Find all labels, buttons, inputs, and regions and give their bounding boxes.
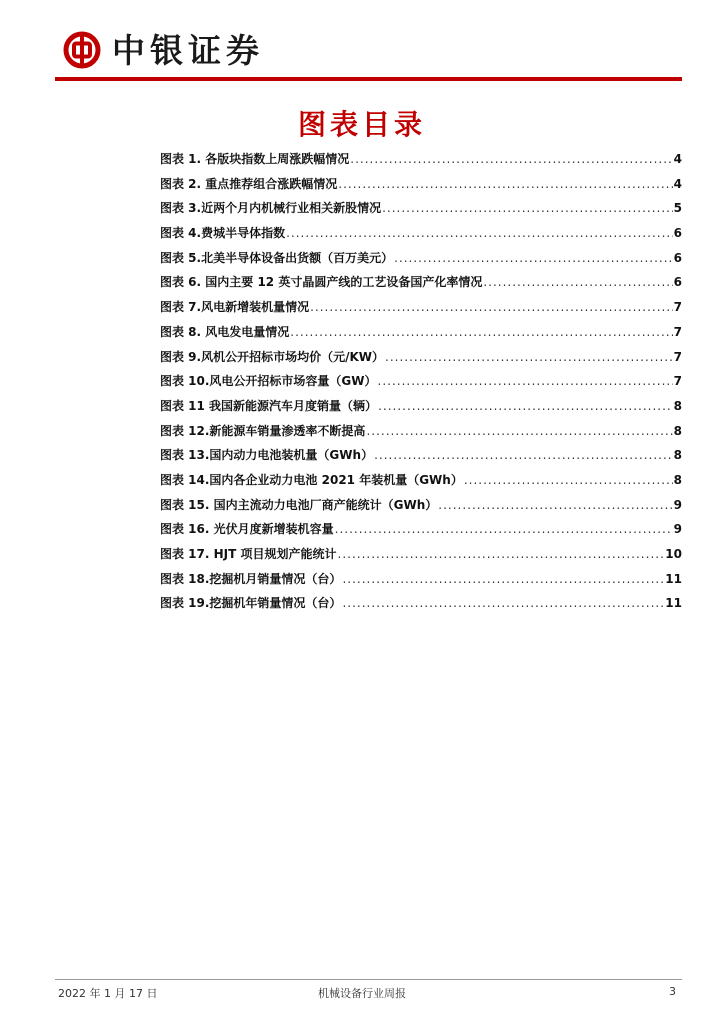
toc-entry-page: 7 [673,324,682,339]
toc-dot-leader [378,399,673,413]
toc-entry-page: 8 [673,398,682,413]
toc-entry-label: 图表 1. 各版块指数上周涨跌幅情况 [160,152,350,166]
toc-entry-label: 图表 18.挖掘机月销量情况（台） [160,571,342,586]
toc-entry-page: 8 [673,423,682,438]
toc-entry[interactable] [160,520,682,545]
toc-dot-leader [366,424,672,438]
toc-entry[interactable] [160,594,682,619]
toc-entry-page: 8 [673,472,682,487]
toc-entry[interactable] [160,224,682,249]
toc-dot-leader [385,350,673,364]
toc-entry[interactable] [160,397,682,422]
toc-entry-label: 图表 3.近两个月内机械行业相关新股情况 [160,201,382,216]
toc-entry[interactable] [160,175,682,200]
toc-entry-label: 图表 14.国内各企业动力电池 2021 年装机量（GWh） [160,472,463,487]
toc-entry-label: 图表 5.北美半导体设备出货额（百万美元） [160,250,394,265]
toc-entry[interactable] [160,446,682,471]
toc-entry-page: 4 [673,176,682,191]
toc-dot-leader [342,572,664,586]
toc-dot-leader [394,251,673,265]
footer-date: 2022 年 1 月 17 日 [58,987,158,1000]
toc-entry[interactable] [160,372,682,397]
toc-dot-leader [378,374,673,388]
toc-entry-label: 图表 10.风电公开招标市场容量（GW） [160,374,377,389]
brand-name: 中银证券 [112,31,264,70]
toc-entry[interactable] [160,298,682,323]
toc-entry-label: 图表 19.挖掘机年销量情况（台） [160,596,342,611]
toc-dot-leader [310,300,673,314]
toc-entry[interactable] [160,323,682,348]
toc-entry[interactable] [160,249,682,274]
footer-divider [55,979,682,980]
toc-entry-page: 7 [673,349,682,364]
toc-entry-page: 7 [673,300,682,315]
toc-dot-leader [438,498,672,512]
footer-report-title: 机械设备行业周报 [318,987,406,1000]
page-title: 图表目录 [297,108,426,141]
toc-entry-page: 4 [673,152,682,166]
toc-entry-label: 图表 15. 国内主流动力电池厂商产能统计（GWh） [160,497,438,512]
toc-entry-label: 图表 6. 国内主要 12 英寸晶圆产线的工艺设备国产化率情况 [160,275,483,290]
toc-entry[interactable] [160,496,682,521]
toc-dot-leader [374,448,673,462]
toc-dot-leader [350,152,672,166]
toc-entry-page: 9 [673,497,682,512]
toc-dot-leader [382,201,673,215]
toc-entry-label: 图表 7.风电新增装机量情况 [160,300,310,315]
toc-entry[interactable] [160,422,682,447]
toc-dot-leader [338,547,665,561]
toc-dot-leader [464,473,673,487]
toc-entry[interactable] [160,471,682,496]
toc-entry-label: 图表 4.费城半导体指数 [160,226,286,241]
toc-entry-page: 6 [673,275,682,290]
toc-entry-page: 9 [673,522,682,537]
toc-dot-leader [286,226,673,240]
toc-entry-label: 图表 8. 风电发电量情况 [160,324,290,339]
toc-entry-label: 图表 13.国内动力电池装机量（GWh） [160,448,374,463]
toc-dot-leader [338,177,672,191]
toc-entry[interactable] [160,545,682,570]
toc-entry-label: 图表 12.新能源车销量渗透率不断提高 [160,423,366,438]
toc-entry-page: 6 [673,250,682,265]
toc-entry-page: 7 [673,374,682,389]
toc-entry-label: 图表 2. 重点推荐组合涨跌幅情况 [160,176,338,191]
footer-page-number: 3 [669,985,676,998]
toc-entry-label: 图表 9.风机公开招标市场均价（元/KW） [160,349,385,364]
toc-entry-page: 8 [673,448,682,463]
toc-dot-leader [290,325,672,339]
toc-entry[interactable] [160,273,682,298]
header-divider [55,77,682,81]
toc-entry-page: 6 [673,226,682,241]
toc-entry[interactable] [160,199,682,224]
toc-entry-page: 5 [673,201,682,216]
toc-entry-label: 图表 11 我国新能源汽车月度销量（辆） [160,398,378,413]
bank-of-china-logo-icon [62,30,102,70]
toc-entry-page: 10 [665,547,682,561]
toc-dot-leader [483,275,672,289]
table-of-figures [160,150,682,619]
toc-entry-page: 11 [665,596,682,611]
toc-entry[interactable] [160,570,682,595]
toc-entry-label: 图表 16. 光伏月度新增装机容量 [160,522,334,537]
toc-entry-label: 图表 17. HJT 项目规划产能统计 [160,547,337,561]
toc-dot-leader [335,522,673,536]
toc-entry[interactable] [160,348,682,373]
toc-entry-page: 11 [665,571,682,586]
toc-dot-leader [342,596,664,610]
toc-entry[interactable] [160,150,682,175]
